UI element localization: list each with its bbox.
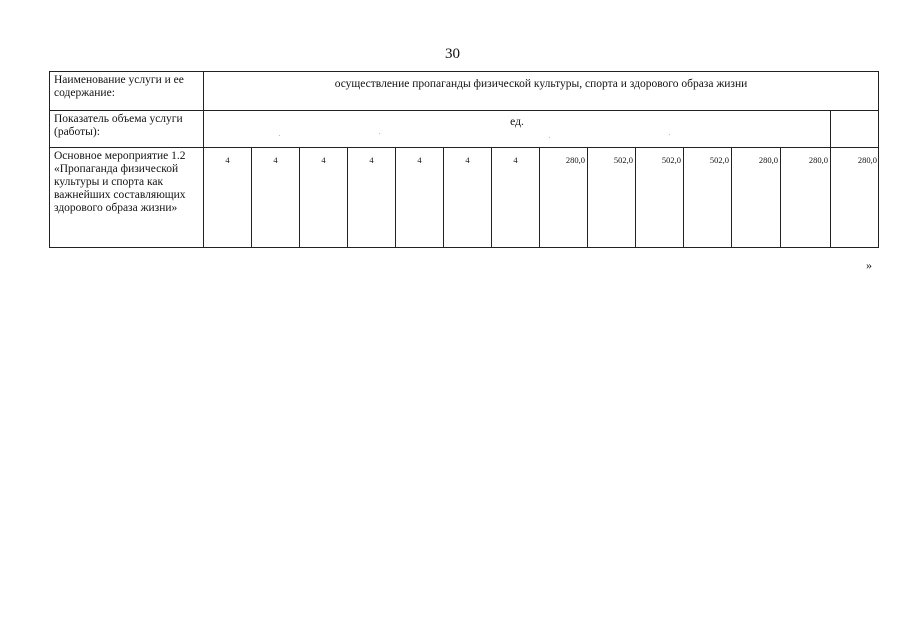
main-event-value: 4	[225, 155, 230, 165]
main-event-value: 502,0	[661, 155, 681, 165]
service-table	[49, 71, 879, 248]
main-event-value: 4	[417, 155, 422, 165]
service-name-value: осуществление пропаганды физической культуры, спорта и здорового образа жизни	[334, 78, 748, 90]
table-border-bottom	[49, 247, 879, 248]
main-event-value: 4	[465, 155, 470, 165]
scan-mark	[549, 137, 550, 138]
main-event-value: 280,0	[857, 155, 877, 165]
table-row-divider	[49, 147, 879, 148]
main-event-value: 280,0	[808, 155, 828, 165]
main-event-value: 4	[369, 155, 374, 165]
main-event-value: 280,0	[758, 155, 778, 165]
table-row-divider	[49, 110, 879, 111]
scan-mark	[279, 135, 280, 136]
scan-mark	[379, 133, 380, 134]
service-name-label: Наименование услуги и ее содержание:	[54, 74, 184, 99]
scan-mark	[669, 134, 670, 135]
table-border-top	[49, 71, 879, 72]
main-event-value: 4	[321, 155, 326, 165]
main-event-value: 280,0	[565, 155, 585, 165]
volume-indicator-label: Показатель объема услуги (работы):	[54, 113, 183, 138]
page-number: 30	[445, 46, 460, 62]
volume-indicator-value: ед.	[510, 116, 524, 128]
main-event-label: Основное мероприятие 1.2 «Пропаганда физической культуры и спорта как важнейших составляющих здорового образа жизни»	[54, 150, 186, 214]
main-event-value: 4	[273, 155, 278, 165]
main-event-value: 502,0	[709, 155, 729, 165]
table-border-left	[49, 71, 50, 248]
main-event-value: 502,0	[613, 155, 633, 165]
table-border-right	[878, 71, 879, 248]
closing-quote: »	[866, 258, 872, 272]
unit-cell-divider	[830, 110, 831, 147]
main-event-value: 4	[513, 155, 518, 165]
